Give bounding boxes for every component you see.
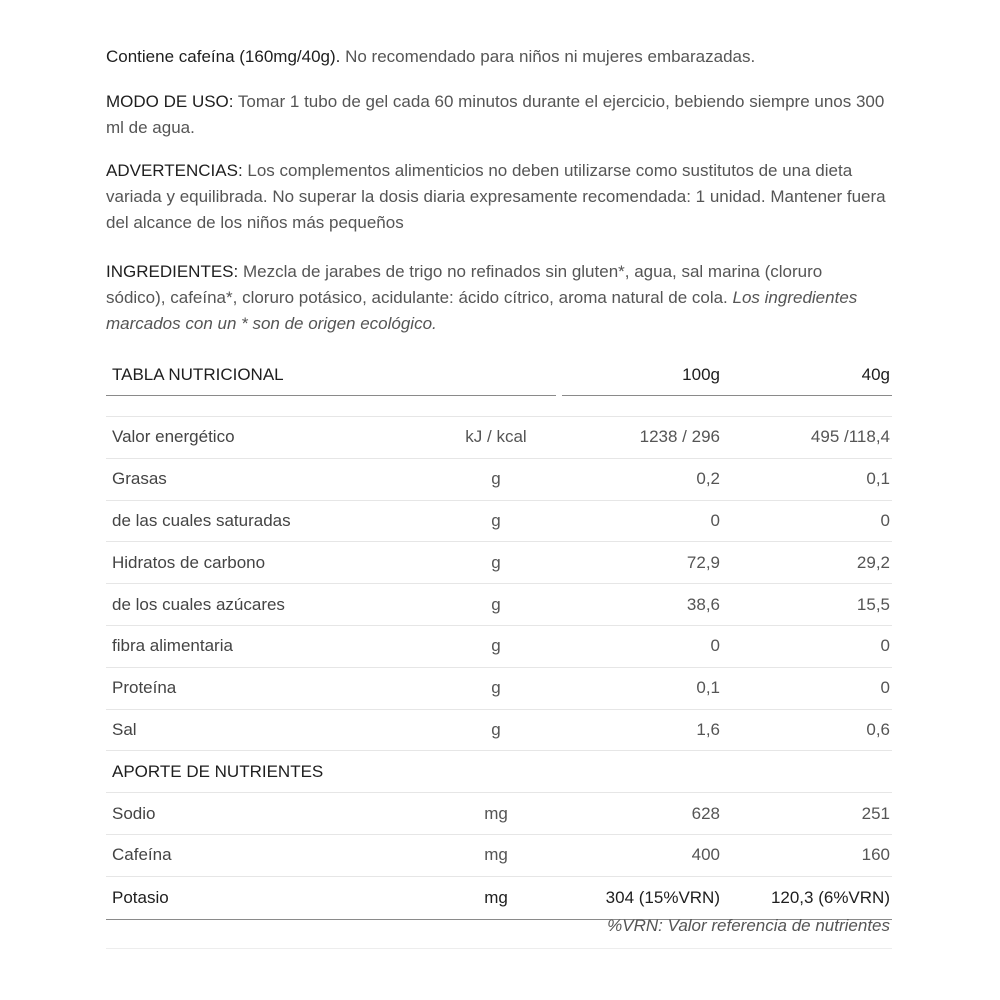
usage-text: Tomar 1 tubo de gel cada 60 minutos durante el ejercicio, bebiendo siempre unos 300 ml de agua.	[106, 92, 885, 137]
table-row	[106, 668, 892, 710]
value-100g: 0,1	[696, 678, 720, 698]
value-40g: 251	[861, 803, 890, 823]
nutrient-name: Valor energético	[112, 427, 235, 447]
value-100g: 400	[691, 845, 720, 865]
value-40g: 29,2	[856, 552, 890, 572]
value-40g: 160	[861, 845, 890, 865]
table-row-potassium	[106, 877, 892, 920]
warnings-paragraph	[106, 158, 886, 236]
column-40g-header: 40g	[861, 365, 890, 384]
table-row	[106, 626, 892, 668]
nutrient-unit: mg	[484, 845, 508, 865]
ingredients-paragraph	[106, 259, 886, 337]
nutrient-name: Cafeína	[112, 845, 172, 865]
table-row	[106, 459, 892, 501]
nutrient-name: de los cuales azúcares	[112, 594, 285, 614]
table-row	[106, 542, 892, 584]
nutrient-unit: g	[491, 678, 501, 698]
table-row	[106, 417, 892, 459]
caffeine-text: No recomendado para niños ni mujeres embarazadas.	[340, 47, 756, 66]
section-header-row	[106, 751, 892, 793]
table-row	[106, 835, 892, 877]
nutrient-name: Sodio	[112, 803, 156, 823]
table-spacer	[106, 396, 892, 417]
value-40g: 0,1	[866, 469, 890, 489]
value-100g: 72,9	[686, 552, 720, 572]
vrn-footnote: %VRN: Valor referencia de nutrientes	[607, 916, 890, 935]
caffeine-lead: Contiene cafeína (160mg/40g).	[106, 47, 341, 66]
table-title: TABLA NUTRICIONAL	[112, 365, 284, 384]
nutrient-unit: g	[491, 469, 501, 489]
value-100g: 0	[710, 510, 720, 530]
footnote-divider	[106, 948, 892, 949]
value-100g: 0	[710, 636, 720, 656]
warnings-text: Los complementos alimenticios no deben utilizarse como sustitutos de una dieta variada y equilibrada. No superar la dosis diaria expresamente recomendada: 1 unidad. Mantener fuera del alcance de los niños más pequeños	[106, 161, 886, 232]
usage-paragraph	[106, 89, 886, 141]
value-40g: 15,5	[856, 594, 890, 614]
nutrient-unit: g	[491, 552, 501, 572]
table-row	[106, 793, 892, 835]
value-40g: 0	[880, 678, 890, 698]
usage-lead: MODO DE USO:	[106, 92, 234, 111]
value-100g: 1,6	[696, 719, 720, 739]
nutrient-name: fibra alimentaria	[112, 636, 233, 656]
table-header-row	[106, 355, 892, 396]
nutrient-unit: mg	[484, 887, 508, 907]
nutrient-name: Sal	[112, 719, 137, 739]
table-row	[106, 710, 892, 752]
ingredients-lead: INGREDIENTES:	[106, 262, 239, 281]
caffeine-notice	[106, 44, 886, 70]
table-row	[106, 584, 892, 626]
nutrient-name: Grasas	[112, 469, 167, 489]
nutrient-unit: mg	[484, 803, 508, 823]
value-100g: 304 (15%VRN)	[605, 887, 720, 907]
value-100g: 1238 / 296	[639, 427, 720, 447]
value-40g: 0,6	[866, 719, 890, 739]
value-40g: 120,3 (6%VRN)	[770, 887, 890, 907]
nutrient-name: Proteína	[112, 678, 177, 698]
value-40g: 0	[880, 636, 890, 656]
ingredients-text: Mezcla de jarabes de trigo no refinados sin gluten*, agua, sal marina (cloruro sódico), cafeína*, cloruro potásico, acidulante: ácido cítrico, aroma natural de cola.	[106, 262, 823, 307]
nutrient-unit: g	[491, 594, 501, 614]
nutrient-unit: g	[491, 636, 501, 656]
nutrient-unit: g	[491, 510, 501, 530]
ingredients-note: Los ingredientes marcados con un * son de origen ecológico.	[106, 288, 858, 333]
value-100g: 38,6	[686, 594, 720, 614]
value-100g: 628	[691, 803, 720, 823]
nutrient-unit: kJ / kcal	[465, 427, 527, 447]
nutrient-name: Hidratos de carbono	[112, 552, 266, 572]
nutrient-unit: g	[491, 719, 501, 739]
nutrition-table	[106, 355, 892, 920]
nutrient-name: de las cuales saturadas	[112, 510, 291, 530]
value-100g: 0,2	[696, 469, 720, 489]
warnings-lead: ADVERTENCIAS:	[106, 161, 243, 180]
section-title: APORTE DE NUTRIENTES	[112, 761, 324, 781]
column-100g-header: 100g	[682, 365, 720, 384]
value-40g: 495 /118,4	[810, 427, 890, 447]
table-row	[106, 501, 892, 543]
value-40g: 0	[880, 510, 890, 530]
nutrient-name: Potasio	[112, 887, 169, 907]
